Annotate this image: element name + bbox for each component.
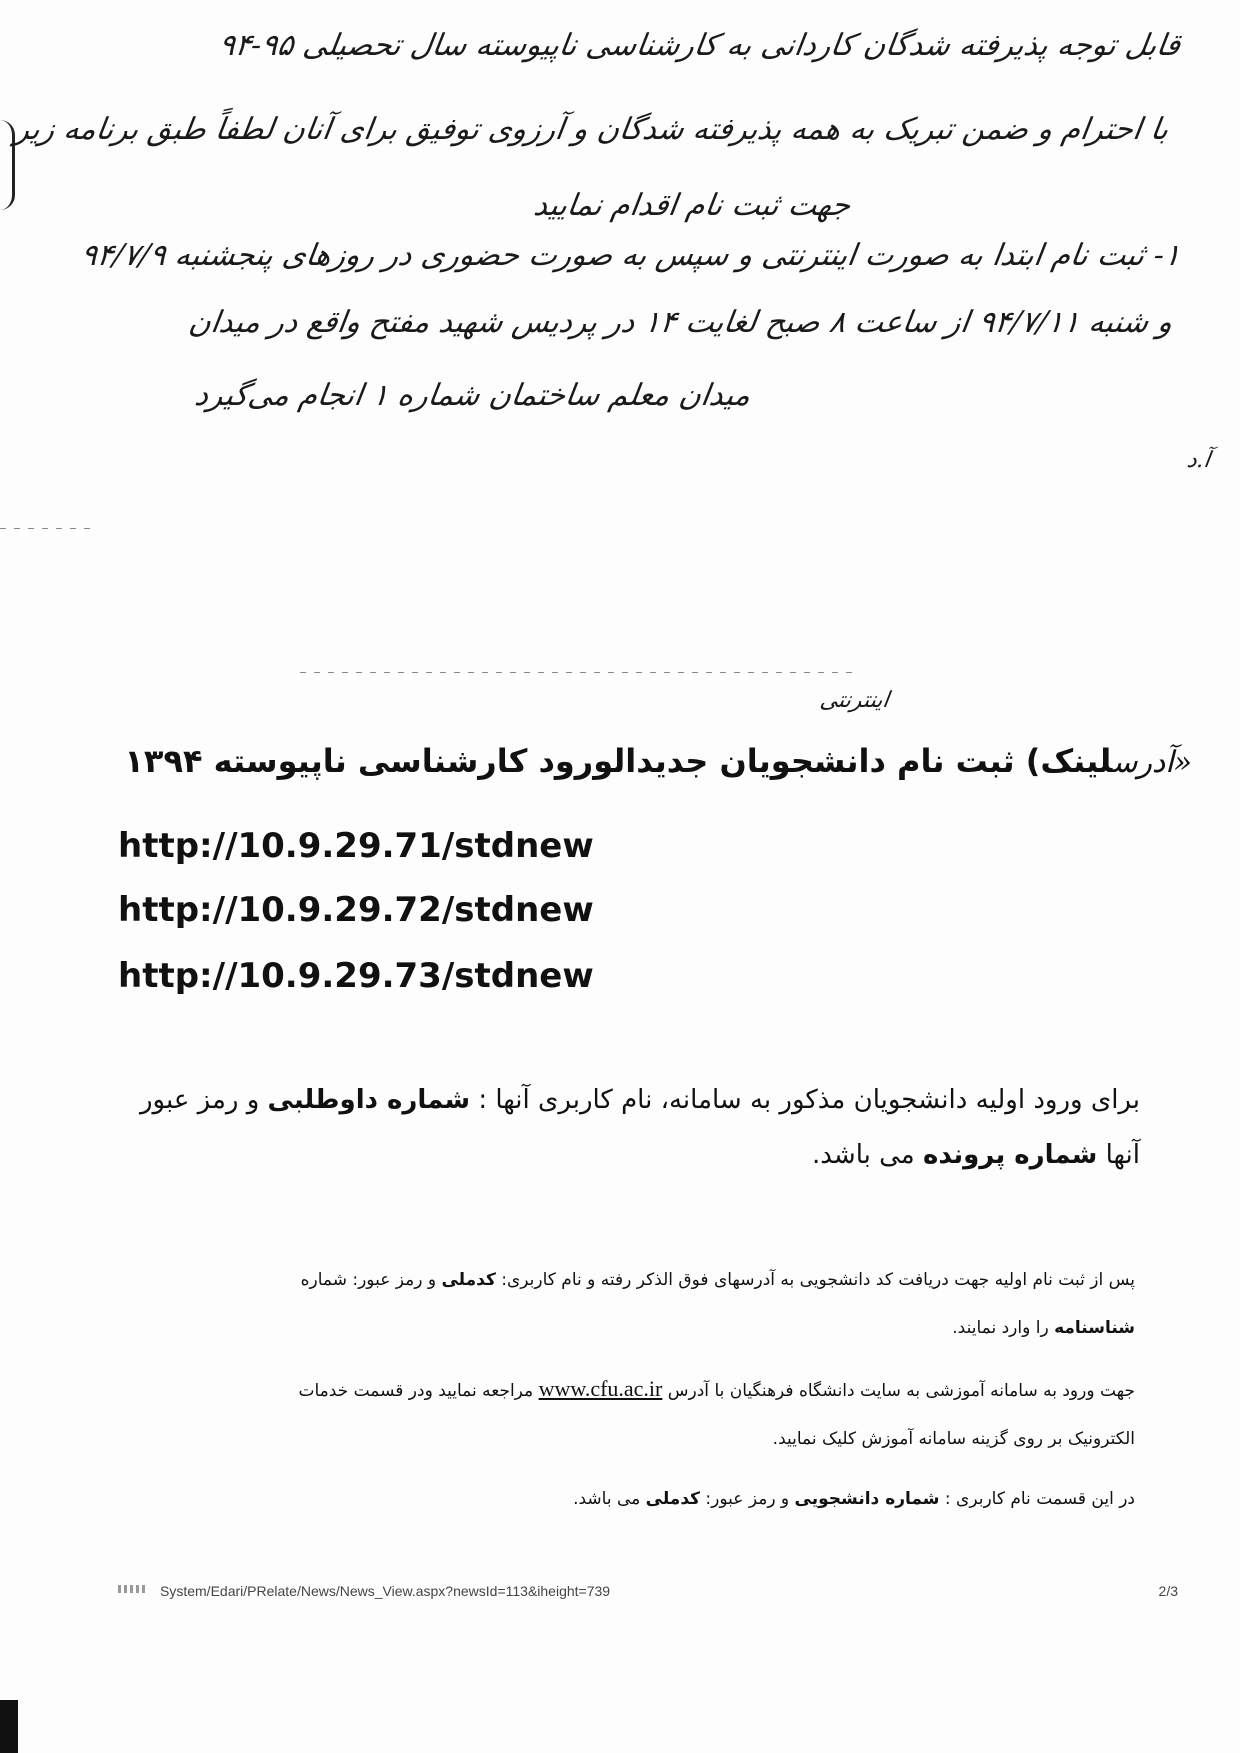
handwritten-line-2: با احترام و ضمن تبریک به همه پذیرفته شدگان و آرزوی توفیق برای آنان لطفاً طبق برنامه زیر	[12, 112, 1171, 147]
scan-bottom-bar	[0, 1700, 18, 1753]
text-span: آنها	[1097, 1140, 1140, 1170]
footer-url: System/Edari/PRelate/News/News_View.aspx?newsId=113&iheight=739	[160, 1583, 611, 1599]
registration-link-3[interactable]: http://10.9.29.73/stdnew	[118, 956, 594, 996]
scan-dash-line	[0, 528, 90, 529]
text-span: و رمز عبور: شماره	[300, 1270, 442, 1290]
handwritten-line-6: میدان معلم ساختمان شماره ۱ انجام می‌گیرد	[192, 378, 753, 413]
login-info-paragraph	[40, 1073, 1140, 1183]
handwritten-line-1: قابل توجه پذیرفته شدگان کاردانی به کارشناسی ناپیوسته سال تحصیلی ۹۵-۹۴	[216, 28, 1183, 63]
page-heading	[72, 742, 1192, 780]
student-code-line-1	[25, 1256, 1135, 1304]
footer-url-prefix-artifact	[118, 1585, 146, 1593]
text-span: می باشد.	[812, 1140, 923, 1170]
bold-text: شماره دانشجویی	[794, 1489, 940, 1509]
handwritten-line-4: ۱- ثبت نام ابتدا به صورت اینترنتی و سپس به صورت حضوری در روزهای پنجشنبه ۹۴/۷/۹	[78, 238, 1183, 273]
education-system-line-1	[25, 1365, 1135, 1415]
registration-link-2[interactable]: http://10.9.29.72/stdnew	[118, 890, 594, 930]
handwritten-corner-note: آ.د	[1185, 448, 1212, 473]
text-span: می باشد.	[573, 1489, 646, 1509]
bold-text: شماره داوطلبی	[267, 1085, 471, 1115]
text-span: برای ورود اولیه دانشجویان مذکور به سامانه، نام کاربری آنها :	[470, 1085, 1140, 1115]
student-code-paragraph	[25, 1256, 1135, 1352]
login-info-line-1	[40, 1073, 1140, 1128]
text-span: جهت ورود به سامانه آموزشی به سایت دانشگاه فرهنگیان با آدرس	[662, 1381, 1135, 1401]
text-span: و رمز عبور	[139, 1085, 268, 1115]
handwritten-line-5: و شنبه ۹۴/۷/۱۱ از ساعت ۸ صبح لغایت ۱۴ در پردیس شهید مفتح واقع در میدان	[186, 305, 1175, 340]
heading-handwritten-note: اینترنتی	[818, 688, 891, 713]
cfu-website-link[interactable]: www.cfu.ac.ir	[538, 1376, 663, 1401]
footer-page-number: 2/3	[1158, 1583, 1178, 1599]
text-span: و رمز عبور:	[700, 1489, 795, 1509]
scan-edge-mark	[0, 120, 15, 210]
bold-text: شناسنامه	[1054, 1318, 1135, 1338]
handwritten-line-3: جهت ثبت نام اقدام نمایید	[531, 188, 853, 223]
heading-scribble: «آدرس	[1112, 745, 1192, 780]
text-span: مراجعه نمایید ودر قسمت خدمات	[298, 1381, 539, 1401]
education-system-paragraph	[25, 1365, 1135, 1463]
text-span: در این قسمت نام کاربری :	[939, 1489, 1135, 1509]
login-credentials-paragraph	[25, 1475, 1135, 1523]
login-info-line-2	[40, 1128, 1140, 1183]
bold-text: کدملی	[645, 1489, 701, 1509]
text-span: پس از ثبت نام اولیه جهت دریافت کد دانشجویی به آدرسهای فوق الذکر رفته و نام کاربری:	[495, 1270, 1135, 1290]
education-system-line-2: الکترونیک بر روی گزینه سامانه آموزش کلیک نمایید.	[772, 1429, 1135, 1449]
registration-link-1[interactable]: http://10.9.29.71/stdnew	[118, 826, 594, 866]
text-span: را وارد نمایند.	[952, 1318, 1055, 1338]
heading-text: لینک) ثبت نام دانشجویان جدیدالورود کارشناسی ناپیوسته ۱۳۹۴	[124, 742, 1113, 780]
scan-dash-line	[300, 672, 860, 673]
bold-text: شماره پرونده	[923, 1140, 1098, 1170]
student-code-line-2	[25, 1304, 1135, 1352]
bold-text: کدملی	[441, 1270, 496, 1290]
